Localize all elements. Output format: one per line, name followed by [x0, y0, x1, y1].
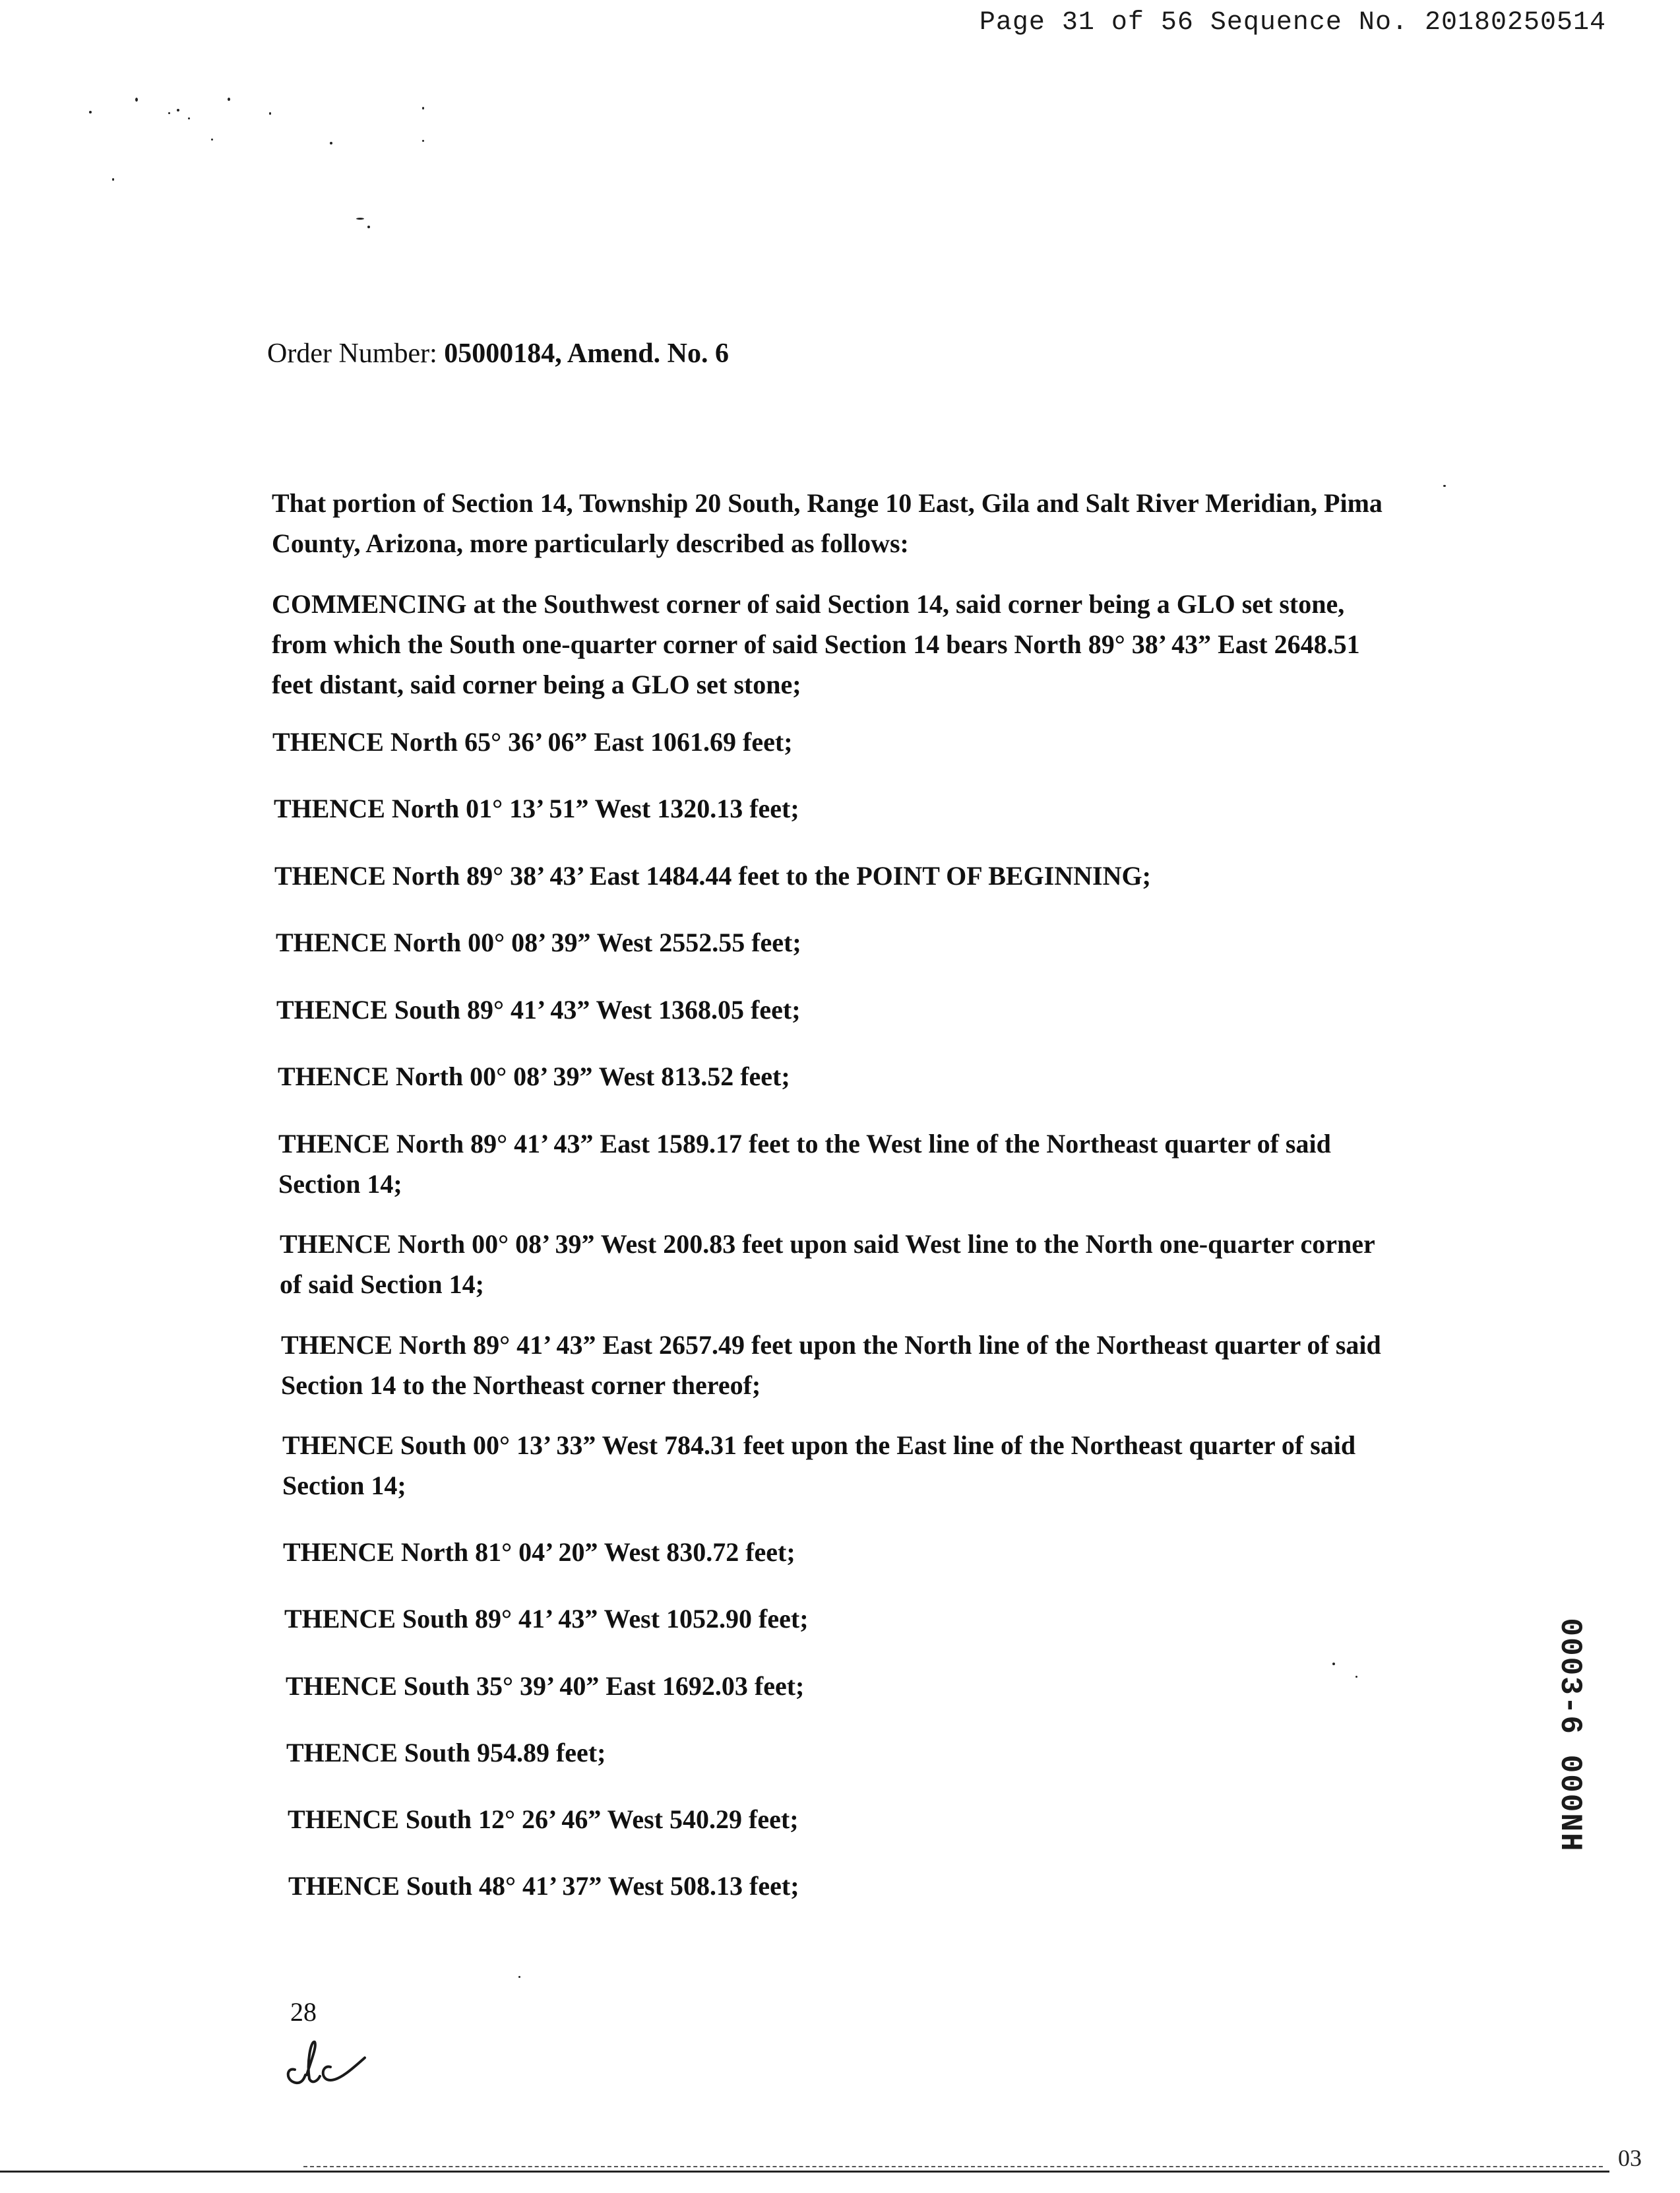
bottom-dashed-line	[303, 2166, 1603, 2167]
thence-course-13: THENCE South 35° 39’ 40” East 1692.03 feet;	[286, 1671, 805, 1701]
thence-course-11: THENCE North 81° 04’ 20” West 830.72 feet;	[283, 1537, 795, 1567]
thence-course-4: THENCE North 00° 08’ 39” West 2552.55 feet;	[276, 928, 801, 957]
thence-course-7: THENCE North 89° 41’ 43” East 1589.17 feet to the West line of the Northeast quarter of said Section 14;	[278, 1129, 1331, 1199]
thence-course-1: THENCE North 65° 36’ 06” East 1061.69 feet;	[272, 727, 793, 757]
thence-course-6: THENCE North 00° 08’ 39” West 813.52 feet;	[278, 1062, 790, 1091]
thence-course-8: THENCE North 00° 08’ 39” West 200.83 feet upon said West line to the North one-quarter corner of said Section 14;	[280, 1229, 1375, 1299]
bottom-corner-mark: 03	[1618, 2145, 1642, 2171]
intro-paragraph: That portion of Section 14, Township 20 South, Range 10 East, Gila and Salt River Meridian, Pima County, Arizona, more particularly described as follows:	[272, 488, 1383, 558]
bottom-rule	[0, 2171, 1609, 2173]
order-number-label: Order Number:	[267, 338, 437, 369]
initials-signature-icon	[280, 2029, 373, 2088]
page-sequence-header: Page 31 of 56 Sequence No. 20180250514	[979, 8, 1606, 38]
thence-course-10: THENCE South 00° 13’ 33” West 784.31 feet upon the East line of the Northeast quarter of said Section 14;	[282, 1430, 1356, 1500]
order-number-value: 05000184, Amend. No. 6	[444, 338, 729, 369]
thence-course-2: THENCE North 01° 13’ 51” West 1320.13 feet;	[274, 794, 799, 823]
thence-course-5: THENCE South 89° 41’ 43” West 1368.05 feet;	[276, 995, 801, 1025]
thence-course-9: THENCE North 89° 41’ 43” East 2657.49 feet upon the North line of the Northeast quarter of said Section 14 to the Northeast corner thereof;	[281, 1330, 1381, 1400]
commencing-paragraph: COMMENCING at the Southwest corner of said Section 14, said corner being a GLO set stone, from which the South one-quarter corner of said Section 14 bears North 89° 38’ 43” East 2648.51 feet distant, said corner being a GLO set stone;	[272, 589, 1360, 699]
handwritten-initials	[280, 2029, 373, 2091]
order-number	[267, 338, 729, 369]
side-recording-stamp: 0003-6 000NH	[1553, 1618, 1587, 1853]
thence-course-12: THENCE South 89° 41’ 43” West 1052.90 feet;	[284, 1604, 809, 1634]
thence-course-3: THENCE North 89° 38’ 43’ East 1484.44 feet to the POINT OF BEGINNING;	[274, 861, 1151, 891]
thence-course-15: THENCE South 12° 26’ 46” West 540.29 feet;	[288, 1804, 799, 1834]
page-number: 28	[290, 1997, 317, 2027]
thence-course-16: THENCE South 48° 41’ 37” West 508.13 feet;	[288, 1871, 799, 1901]
thence-course-14: THENCE South 954.89 feet;	[286, 1738, 606, 1767]
